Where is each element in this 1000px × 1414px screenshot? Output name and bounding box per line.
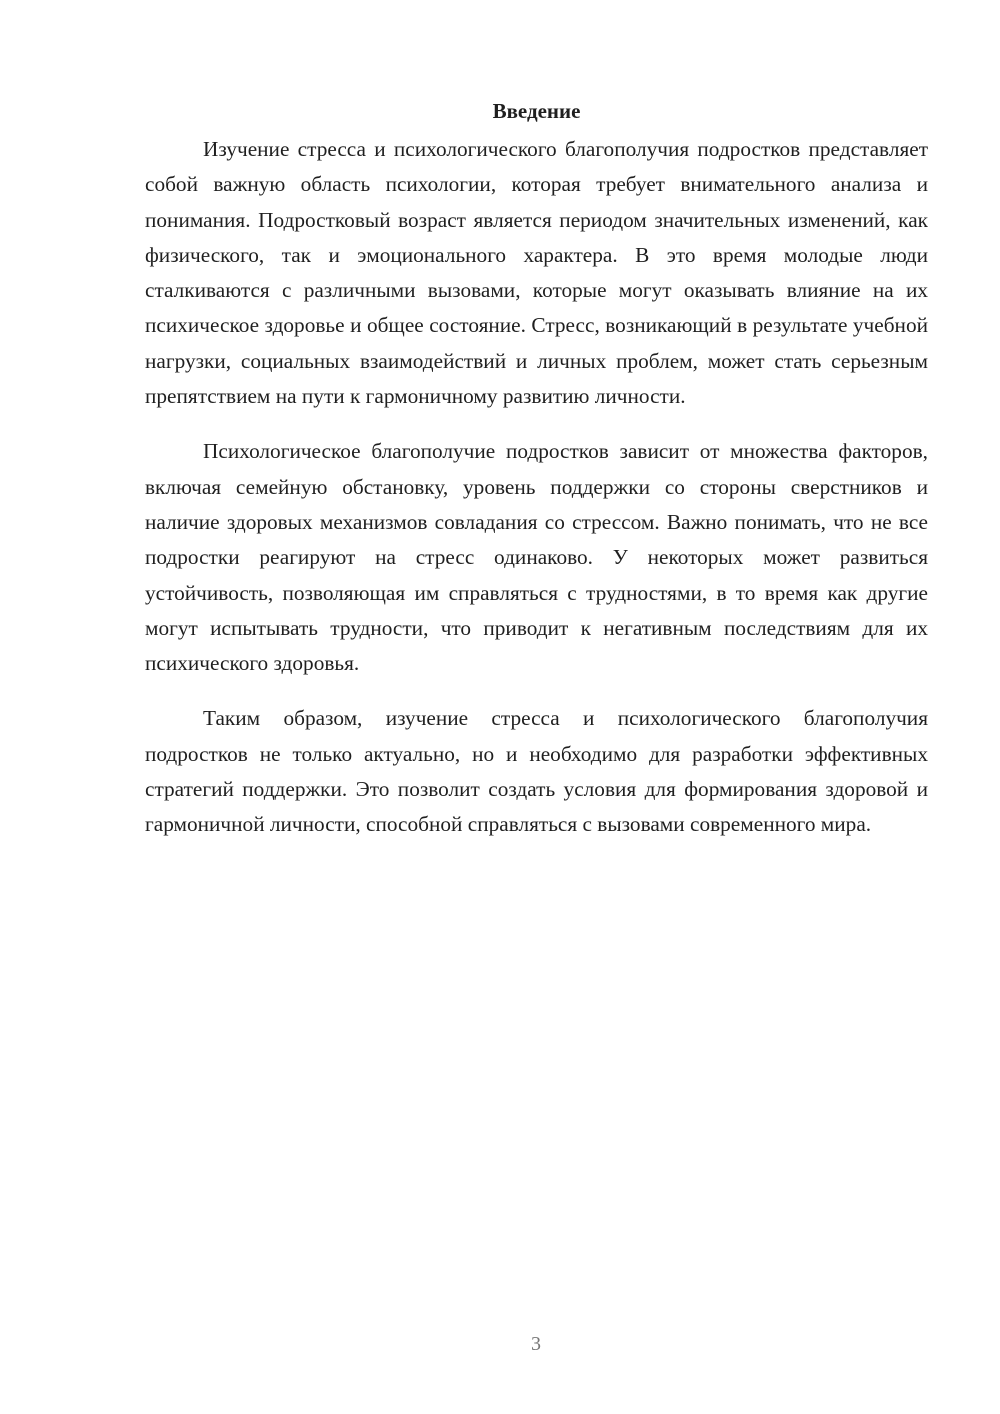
paragraph: Таким образом, изучение стресса и психологического благополучия подростков не только актуально, но и необходимо для разработки эффективных стратегий поддержки. Это позволит создать условия для формирования здоровой и гармоничной личности, способной справляться с вызовами современного мира. xyxy=(145,706,928,837)
page-number: 3 xyxy=(531,1333,541,1355)
paragraph: Психологическое благополучие подростков зависит от множества факторов, включая семейную обстановку, уровень поддержки со стороны сверстников и наличие здоровых механизмов совладания со стрессом. Важно понимать, что не все подростки реагируют на стресс одинаково. У некоторых может развиться устойчивость, позволяющая им справляться с трудностями, в то время как другие могут испытывать трудности, что приводит к негативным последствиям для их психического здоровья. xyxy=(145,439,928,676)
page-content xyxy=(145,96,928,863)
paragraph: Изучение стресса и психологического благополучия подростков представляет собой важную область психологии, которая требует внимательного анализа и понимания. Подростковый возраст является периодом значительных изменений, как физического, так и эмоционального характера. В это время молодые люди сталкиваются с различными вызовами, которые могут оказывать влияние на их психическое здоровье и общее состояние. Стресс, возникающий в результате учебной нагрузки, социальных взаимодействий и личных проблем, может стать серьезным препятствием на пути к гармоничному развитию личности. xyxy=(145,137,928,409)
section-heading: Введение xyxy=(492,99,581,123)
